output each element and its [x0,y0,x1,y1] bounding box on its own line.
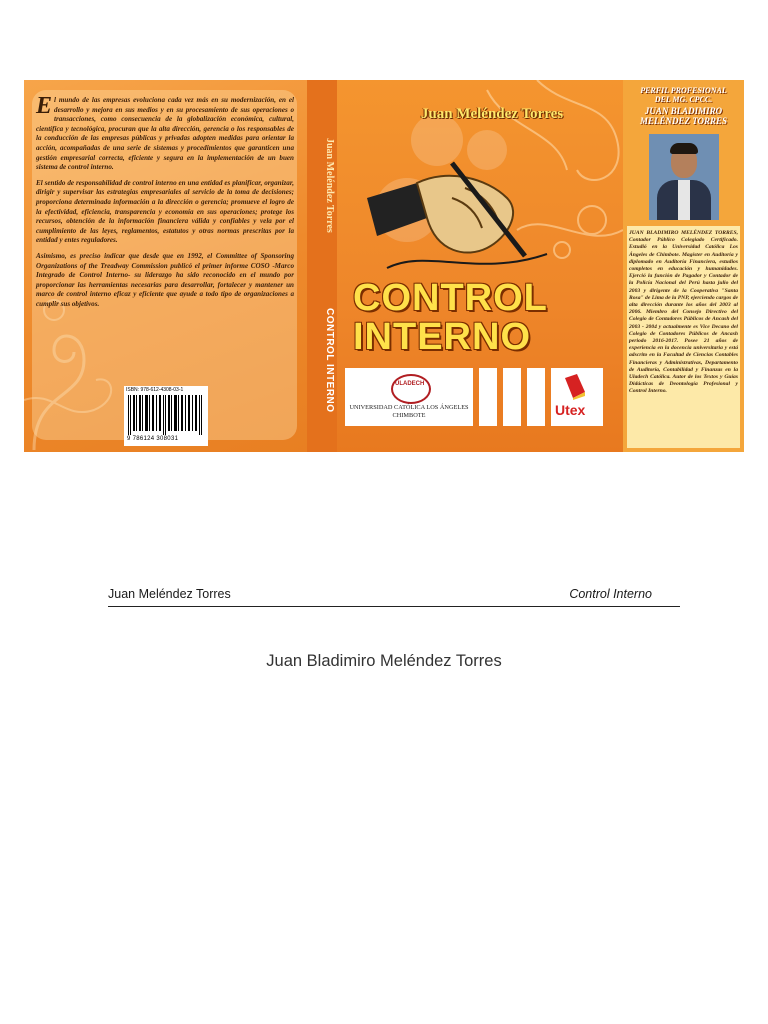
uladech-seal-icon [391,374,431,404]
author-flap [623,80,744,452]
cover-title-line1: CONTROL [353,277,548,319]
isbn-label: ISBN: 978-612-4308-03-1 [126,387,184,393]
back-cover-text [36,93,294,315]
white-stripe [527,368,545,426]
flap-author-name [627,106,740,126]
back-cover [24,80,307,452]
back-paragraph-2: El sentido de responsabilidad de control interno en una entidad es planificar, organizar, dirigir y supervisar las estrategias empresariales al servicio de la toma de decisiones; proporciona determinada información a la dirección o gerencia; promueve el logro de la efectividad, eficiencia, transparencia y economía en sus operaciones; protege los recursos, obtención de la información financiera válida y confiables y vela por el cumplimiento de las leyes, reglamentos, estatutos y otras normas prescritas por la entidad y entes reguladores. [36,178,294,245]
university-city: CHIMBOTE [392,411,426,419]
photo-hair [670,143,698,154]
cover-title-line2: INTERNO [353,316,531,358]
flap-heading-line2: DEL MG. CPCC. [654,95,713,104]
book-icon [563,374,587,400]
uladech-badge-text: ULADECH [395,381,425,387]
uladech-logo [345,368,473,426]
dropcap: E [36,93,53,119]
back-paragraph-1: l mundo de las empresas evoluciona cada vez más en su modernización, en el desarrollo y mejora en sus medios y en su procesamiento de sus operaciones o transacciones, como consecuencia de la globalización económica, cultural, científica y tecnológica, procuran que la alta dirección, gerencia o los responsables de la conducción de las empresas públicas y privadas adopten medidas para orientar la acción, acompañadas de una serie de sistemas y procedimientos que garanticen una gestión empresarial correcta, eficiente y segura en la implementación de un buen sistema de control interno. [36,96,294,172]
isbn-number: 9 786124 308031 [127,436,179,442]
front-author: Juan Meléndez Torres [420,106,564,122]
barcode-icon [128,395,204,435]
spine-author: Juan Meléndez Torres [324,137,335,233]
page-header [108,584,680,607]
flap-heading-line1: PERFIL PROFESIONAL [640,86,727,95]
front-cover [337,80,623,452]
flap-name-line2: MELÉNDEZ TORRES [639,116,728,126]
author-full-name: Juan Bladimiro Meléndez Torres [266,652,502,670]
university-name-text: UNIVERSIDAD CATÓLICA LOS ÁNGELES [349,404,469,411]
header-author: Juan Meléndez Torres [108,587,231,601]
logos-strip [337,368,623,426]
white-stripe [503,368,521,426]
writing-hand-icon [357,158,557,278]
university-name [349,404,469,419]
isbn-barcode [124,386,208,446]
utex-logo [551,368,603,426]
book-cover [24,80,744,452]
publisher-name: Utex [555,402,586,418]
author-bio: JUAN BLADIMIRO MELÉNDEZ TORRES, Contador Público Colegiado Certificado. Estudió en la Universidad Católica Los Ángeles de Chimbote. Magíster en Auditoría y diplomado en Auditoría Financiera, estudios completos en educación y humanidades. Ejerció la función de Pagador y Contador de la Policía Nacional del Perú hasta julio del 2003 y dirigente de la Cooperativa "Santa Rosa" de Lima de la PNP, ejerciendo cargos de alta dirección durante los años del 2003 al 2006. Miembro del Consejo Directivo del Colegio de Contadores Públicos de Ancash del 2003 - 2004 y actualmente es Vice Decano del Colegio de Contadores Públicos de Ancash periodo 2016-2017. Posee 21 años de experiencia en la docencia universitaria y está adscrito en la Facultad de Ciencias Contables Financieras y Administrativas, Departamento de Auditoría, Contabilidad y Finanzas en la Uladech Católica. Autor de los Textos y Guías Didácticas de Deontología Profesional y Control Interno. [629,230,738,395]
book-spine [307,80,337,452]
white-stripe [479,368,497,426]
photo-shirt [678,180,690,220]
spine-title: CONTROL INTERNO [324,307,335,413]
flap-heading [627,86,740,104]
flap-name-line1: JUAN BLADIMIRO [644,106,723,116]
back-paragraph-3: Asimismo, es preciso indicar que desde que en 1992, el Committee of Sponsoring Organizations of the Treadway Commission publicó el primer informe COSO -Marco Integrado de Control Interno- su liderazgo ha sido reconocido en el mundo por proporcionar las herramientas necesarias para desarrollar, fortalecer y mantener un marco de control interno eficaz y eficiente que ayude a todo tipo de organizaciones a cumplir sus objetivos. [36,251,294,308]
header-title: Control Interno [569,587,652,601]
author-photo [649,134,719,220]
